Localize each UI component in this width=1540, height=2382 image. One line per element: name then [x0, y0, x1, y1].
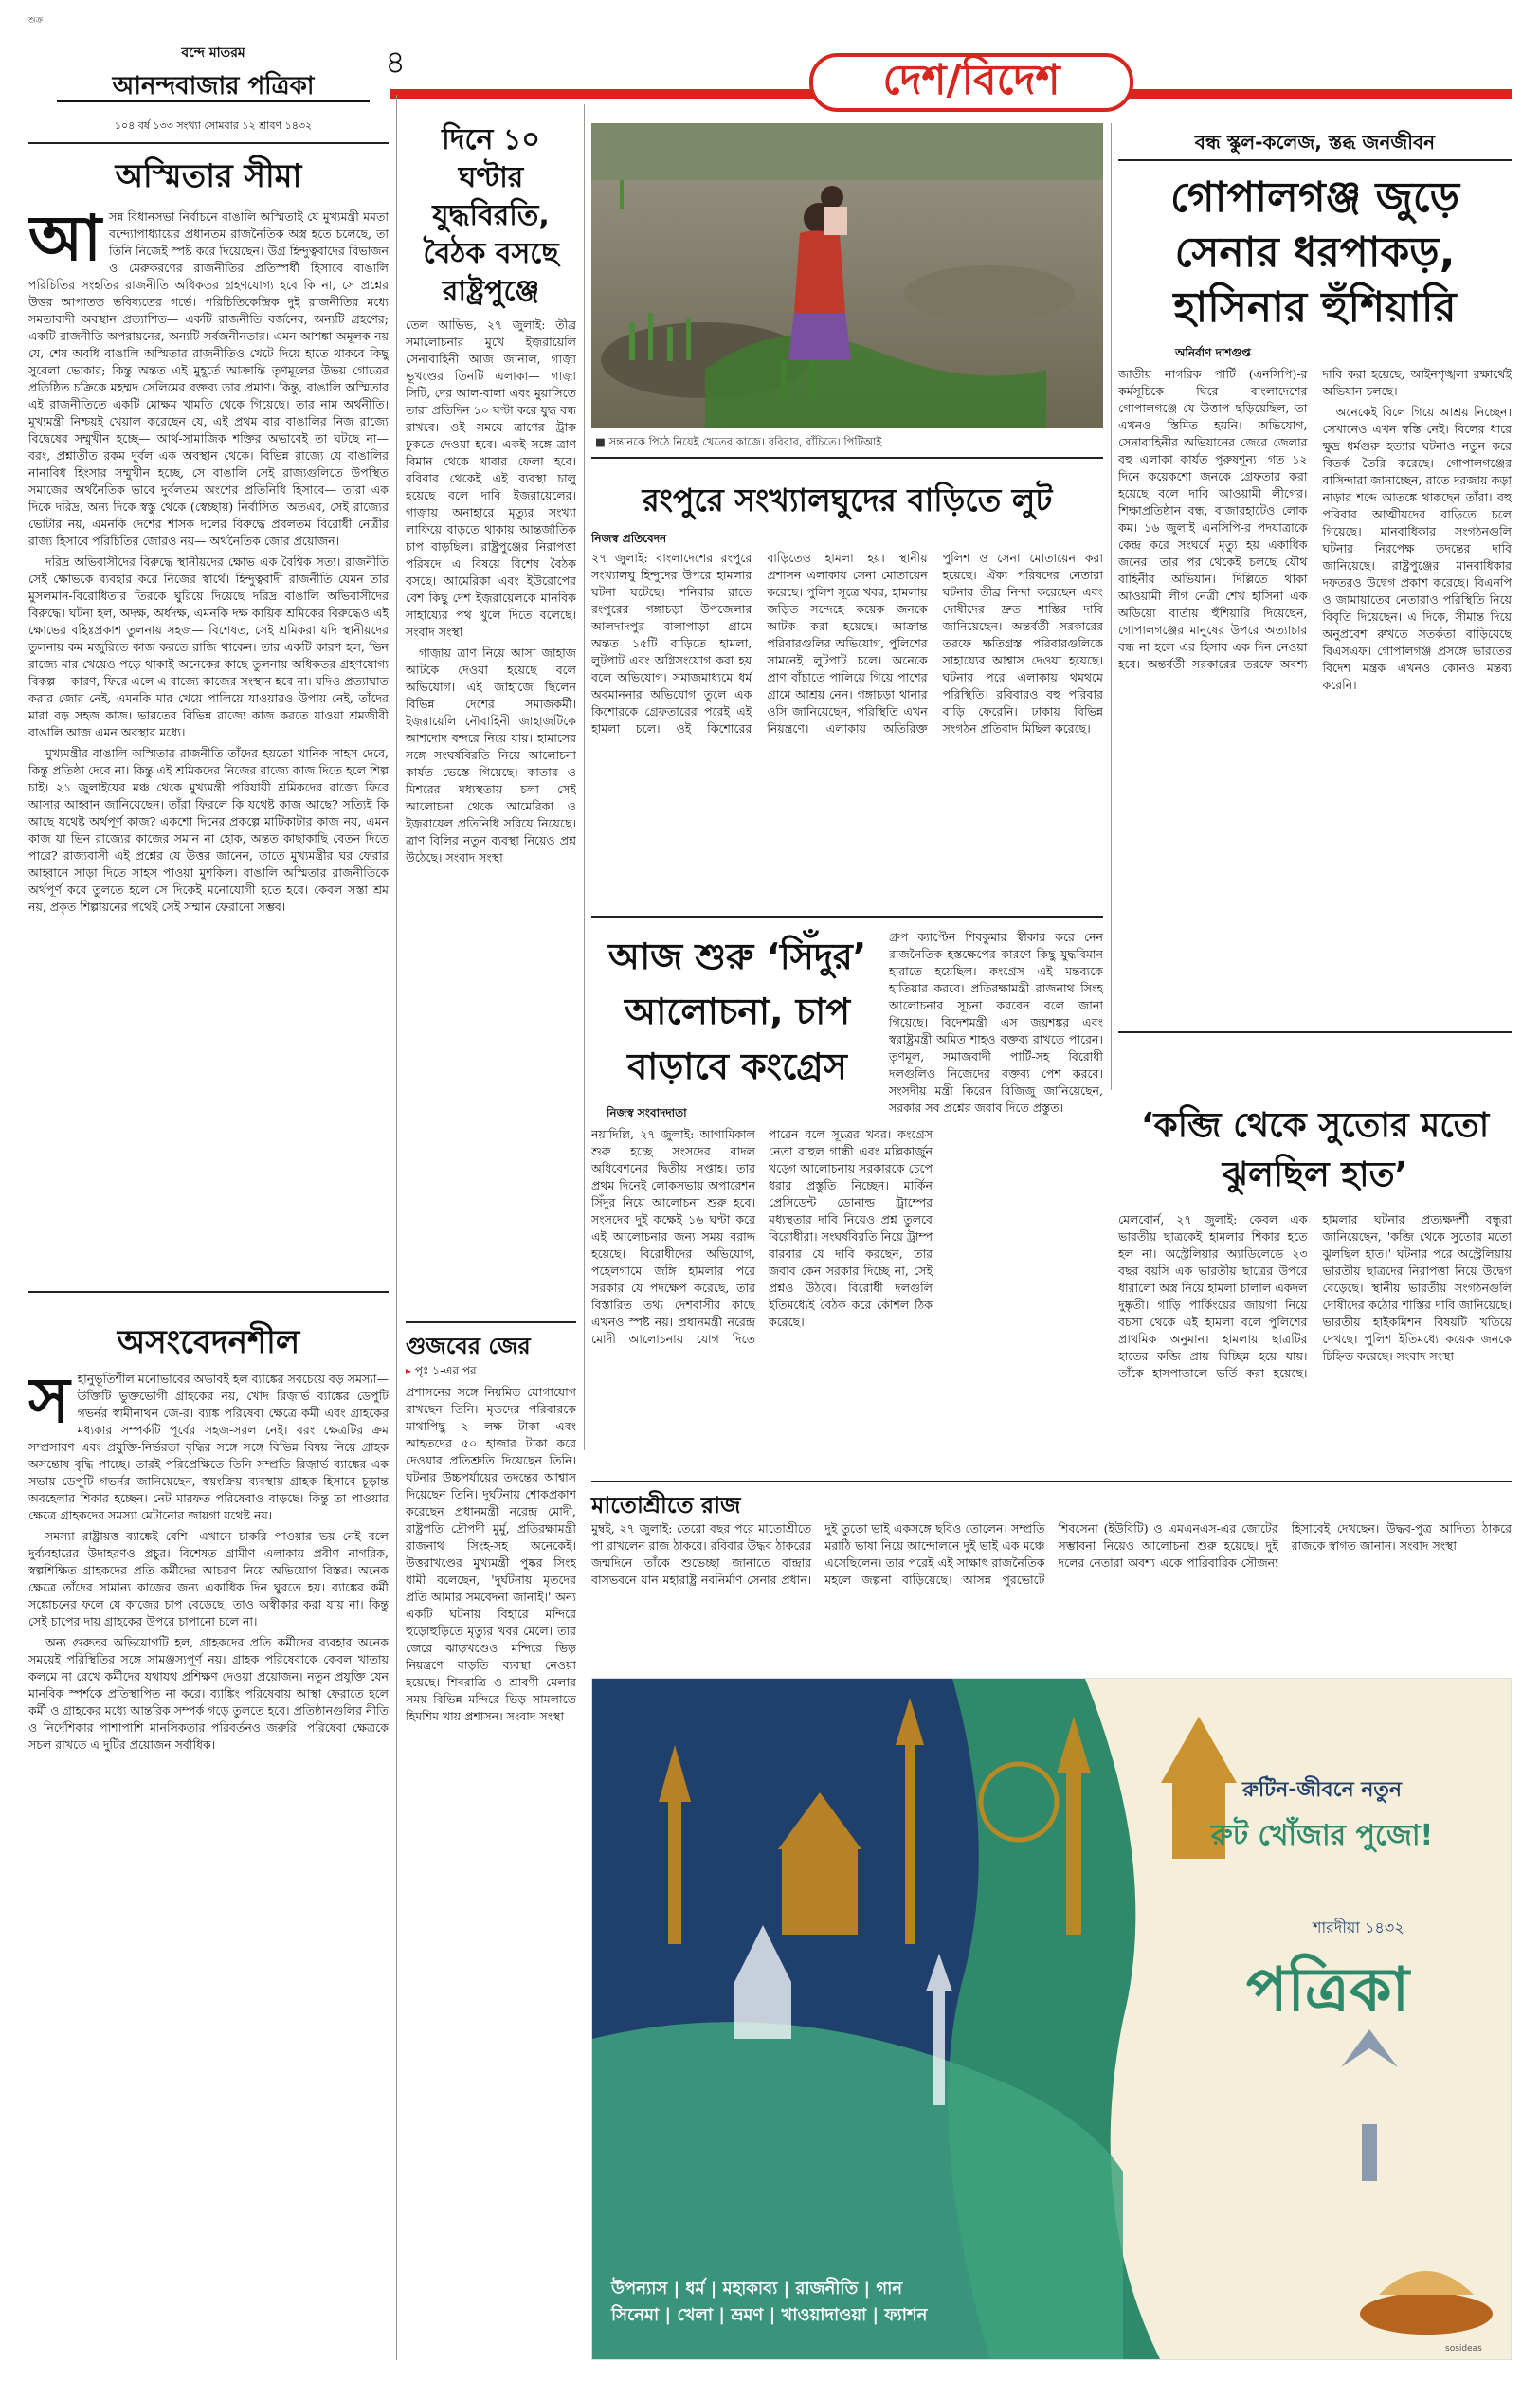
farm-photo-illustration	[591, 123, 1103, 428]
gujab-ref	[406, 1363, 576, 1382]
kobji-headline: ‘কব্জি থেকে সুতোর মতো ঝুলছিল হাত’	[1140, 1106, 1490, 1194]
sindoor-body: নয়াদিল্লি, ২৭ জুলাই: আগামিকাল শুরু হচ্ছে সংসদের বাদল অধিবেশনের দ্বিতীয় সপ্তাহ। তার প্রথম দিনেই লোকসভায় অপারেশন সিঁদুর নিয়ে আলোচনা শুরু হবে। সংসদের দুই কক্ষেই ১৬ ঘণ্টা করে এই আলোচনার জন্য সময় বরাদ্দ হয়েছে। বিরোধীদের অভিযোগ, পহেলগামে জঙ্গি হামলার পরে সরকার যে পদক্ষেপ করেছে, তার বিস্তারিত তথ্য দেশবাসীর কাছে এখনও স্পষ্ট নয়। প্রধানমন্ত্রী নরেন্দ্র মোদী আলোচনায় যোগ দিতে পারেন বলে সূত্রের খবর। কংগ্রেস নেতা রাহুল গান্ধী এবং মল্লিকার্জুন খড়্গে আলোচনায় সরকারকে চেপে ধরার প্রস্তুতি নিচ্ছেন। মার্কিন প্রেসিডেন্ট ডোনাল্ড ট্রাম্পের মধ্যস্থতার দাবি নিয়েও প্রশ্ন তুলবে বিরোধীরা। সংঘর্ষবিরতি নিয়ে ট্রাম্প বারবার যে দাবি করছেন, তার জবাব কেন সরকার দিচ্ছে না, সেই প্রশ্নও উঠবে। বিরোধী দলগুলি ইতিমধ্যেই বৈঠক করে কৌশল ঠিক করেছে।	[591, 1127, 933, 1346]
editorial2-body	[28, 1371, 389, 2360]
rangpur-byline: নিজস্ব প্রতিবেদন	[591, 532, 667, 545]
editorial2-dropcap: স	[28, 1371, 70, 1437]
sindoor-body2: গ্রুপ ক্যাপ্টেন শিবকুমার স্বীকার করে নেন রাজনৈতিক হস্তক্ষেপের কারণে কিছু যুদ্ধবিমান হারাতে হয়েছিল। কংগ্রেস এই মন্তব্যকে হাতিয়ার করবে। প্রতিরক্ষামন্ত্রী রাজনাথ সিংহ আলোচনার সূচনা করবেন বলে জানা গিয়েছে। বিদেশমন্ত্রী এস জয়শঙ্কর এবং স্বরাষ্ট্রমন্ত্রী অমিত শাহও বক্তব্য রাখতে পারেন। তৃণমূল, সমাজবাদী পার্টি-সহ বিরোধী দলগুলিও নিজেদের বক্তব্য পেশ করবে। সংসদীয় মন্ত্রী কিরেন রিজিজু জানিয়েছেন, সরকার সব প্রশ্নের জবাব দিতে প্রস্তুত।	[889, 930, 1103, 1115]
photo-caption: ■ সন্তানকে পিঠে নিয়েই খেতের কাজে। রবিবার, রাঁচিতে। পিটিআই	[595, 435, 882, 448]
sindoor-headline: আজ শুরু ‘সিঁদুর’ আলোচনা, চাপ বাড়াবে কংগ্রেস	[607, 936, 867, 1087]
kobji-body: মেলবোর্ন, ২৭ জুলাই: কেবল এক ভারতীয় ছাত্রকেই হামলার শিকার হতে হল না। অস্ট্রেলিয়ার অ্যাডিলেডে ২৩ বছর বয়সি এক ভারতীয় ছাত্রের উপরে ধারালো অস্ত্র নিয়ে হামলা চালাল একদল দুষ্কৃতী। গাড়ি পার্কিংয়ের জায়গা নিয়ে বচসা থেকে এই হামলা বলে পুলিশের প্রাথমিক অনুমান। হামলায় ছাত্রটির হাতের কব্জি প্রায় বিচ্ছিন্ন হয়ে যায়। তাঁকে হাসপাতালে ভর্তি করা হয়েছে। হামলার ঘটনার প্রত্যক্ষদর্শী বন্ধুরা জানিয়েছেন, 'কব্জি থেকে সুতোর মতো ঝুলছিল হাত।' ঘটনার পরে অস্ট্রেলিয়ায় ভারতীয় ছাত্রদের নিরাপত্তা নিয়ে উদ্বেগ বেড়েছে। স্থানীয় ভারতীয় সংগঠনগুলি দোষীদের কঠোর শাস্তির দাবি জানিয়েছে। ভারতীয় হাইকমিশন বিষয়টি খতিয়ে দেখছে। পুলিশ ইতিমধ্যে কয়েক জনকে চিহ্নিত করেছে। সংবাদ সংস্থা	[1118, 1212, 1512, 1380]
section-title-box	[809, 53, 1133, 112]
ad-edition: শারদীয়া ১৪৩২	[1313, 1918, 1404, 1937]
ceasefire-para2: গাজ়ায় ত্রাণ নিয়ে আসা জাহাজ আটকে দেওয়া হয়েছে বলে অভিযোগ। এই জাহাজে ছিলেন বিভিন্ন দেশের সমাজকর্মী। ইজ়রায়েলি নৌবাহিনী জাহাজটিকে আশদোদ বন্দরে নিয়ে যায়। হামাসের সঙ্গে সংঘর্ষবিরতি নিয়ে আলোচনা কার্যত ভেস্তে গিয়েছে। কাতার ও মিশরের মধ্যস্থতায় চলা সেই আলোচনা থেকে আমেরিকা ও ইজ়রায়েল প্রতিনিধি সরিয়ে নিয়েছে। ত্রাণ বিলির নতুন ব্যবস্থা নিয়েও প্রশ্ন উঠেছে। সংবাদ সংস্থা	[406, 646, 576, 864]
ad-tagline-line1: রুটিন-জীবনে নতুন	[1241, 1778, 1403, 1802]
matoshree-top-rule	[591, 1481, 1512, 1482]
editorial2-title: অসংবেদনশীল	[117, 1323, 300, 1361]
col-right-rule	[1111, 123, 1112, 1090]
col2-rule	[584, 104, 585, 1450]
pujo-ad	[591, 1678, 1512, 2360]
matoshree-headline: মাতোশ্রীতে রাজ	[591, 1492, 741, 1518]
gujab-body: প্রশাসনের সঙ্গে নিয়মিত যোগাযোগ রাখছেন তিনি। মৃতদের পরিবারকে মাথাপিছু ২ লক্ষ টাকা এবং আহতদের ৫০ হাজার টাকা করে দেওয়ার প্রতিশ্রুতি দিয়েছেন তিনি। ঘটনার উচ্চপর্যায়ের তদন্তের আশ্বাস দিয়েছেন তিনি। দুর্ঘটনায় শোকপ্রকাশ করেছেন প্রধানমন্ত্রী নরেন্দ্র মোদী, রাষ্ট্রপতি দ্রৌপদী মুর্মু, প্রতিরক্ষামন্ত্রী রাজনাথ সিংহ-সহ অনেকেই। উত্তরাখণ্ডের মুখ্যমন্ত্রী পুষ্কর সিংহ ধামী বলেছেন, 'দুর্ঘটনায় মৃতদের প্রতি আমার সমবেদনা জানাই।' অন্য একটি ঘটনায় বিহারে মন্দিরে হুড়োহুড়িতে মৃত্যুর খবর মেলে। তার জেরে ঝাড়খণ্ডেও মন্দিরে ভিড় নিয়ন্ত্রণে বাড়তি ব্যবস্থা নেওয়া হয়েছে। শিবরাত্রি ও শ্রাবণী মেলার সময় বিভিন্ন মন্দিরে ভিড় সামলাতে হিমশিম খায় প্রশাসন। সংবাদ সংস্থা	[406, 1385, 576, 1723]
masthead-rule	[57, 100, 370, 102]
gopalganj-body	[1118, 366, 1512, 1020]
gujab-headline: গুজবের জের	[406, 1333, 531, 1359]
rangpur-headline: রংপুরে সংখ্যালঘুদের বাড়িতে লুট	[642, 482, 1053, 518]
matoshree-body: মুম্বই, ২৭ জুলাই: তেরো বছর পরে মাতোশ্রীতে পা রাখলেন রাজ ঠাকরে। রবিবার উদ্ধব ঠাকরের জন্মদিনে তাঁকে শুভেচ্ছা জানাতে বান্দ্রার বাসভবনে যান মহারাষ্ট্র নবনির্মাণ সেনার প্রধান। দুই তুতো ভাই একসঙ্গে ছবিও তোলেন। সম্প্রতি মরাঠি ভাষা নিয়ে আন্দোলনে দুই ভাই এক মঞ্চে এসেছিলেন। তার পরেই এই সাক্ষাৎ রাজনৈতিক মহলে জল্পনা বাড়িয়েছে। আসন্ন পুরভোটে শিবসেনা (ইউবিটি) ও এমএনএস-এর জোটের সম্ভাবনা নিয়েও আলোচনা শুরু হয়েছে। দুই দলের নেতারা অবশ্য একে পারিবারিক সৌজন্য হিসাবেই দেখছেন। উদ্ধব-পুত্র আদিত্য ঠাকরে রাজকে স্বাগত জানান। সংবাদ সংস্থা	[591, 1521, 1512, 1587]
sindoor-top-rule	[591, 916, 1103, 918]
left-col-rule	[396, 95, 397, 2360]
gopalganj-para1: জাতীয় নাগরিক পার্টি (এনসিপি)-র কর্মসূচিকে ঘিরে বাংলাদেশের গোপালগঞ্জে যে উত্তাপ ছড়িয়েছিল, তা এখনও স্তিমিত হয়নি। অভিযোগ, সেনাবাহিনীর অভিযানের জেরে জেলার বহু এলাকা কার্যত পুরুষশূন্য। গত ১২ দিনে কয়েকশো জনকে গ্রেফতার করা হয়েছে বলে দাবি আওয়ামী লীগের। শিক্ষাপ্রতিষ্ঠান বন্ধ, বাজারহাটেও লোক কম। ১৬ জুলাই এনসিপি-র পদযাত্রাকে কেন্দ্র করে সংঘর্ষে মৃত্যু হয় একাধিক জনের। তার পর থেকেই চলছে যৌথ বাহিনীর অভিযান। দিল্লিতে থাকা আওয়ামী লীগ নেত্রী শেখ হাসিনা এক অডিয়ো বার্তায় হুঁশিয়ারি দিয়েছেন, গোপালগঞ্জের মানুষের উপরে অত্যাচার বন্ধ না হলে এর হিসাব এক দিন নেওয়া হবে। অন্তর্বর্তী সরকারের তরফে অবশ্য দাবি করা হয়েছে, আইনশৃঙ্খলা রক্ষার্থেই অভিযান চলছে।	[1118, 367, 1512, 671]
masthead-dateline: ১০৪ বর্ষ ১৩৩ সংখ্যা সোমবার ১২ শ্রাবণ ১৪৩২	[114, 119, 313, 132]
ad-topics-line1: উপন্যাস | ধর্ম | মহাকাব্য | রাজনীতি | গান	[611, 2279, 903, 2299]
ad-brand: পত্রিকা	[1246, 1955, 1410, 2026]
ceasefire-body	[406, 317, 576, 1302]
rangpur-body: ২৭ জুলাই: বাংলাদেশের রংপুরে সংখ্যালঘু হিন্দুদের উপরে হামলার ঘটনা ঘটেছে। শনিবার রাতে রংপুরের গঙ্গাচড়া উপজেলার আলদাদপুর বালাপাড়া গ্রামে অন্তত ১৫টি বাড়িতে হামলা, লুটপাট এবং অগ্নিসংযোগ করা হয় বলে অভিযোগ। সমাজমাধ্যমে ধর্ম অবমাননার অভিযোগ তুলে এক কিশোরকে গ্রেফতারের পরেই এই হামলা চলে। ওই কিশোরের বাড়িতেও হামলা হয়। স্থানীয় প্রশাসন এলাকায় সেনা মোতায়েন করেছে। পুলিশ সূত্রে খবর, হামলায় জড়িত সন্দেহে কয়েক জনকে আটক করা হয়েছে। আক্রান্ত পরিবারগুলির অভিযোগ, পুলিশের সামনেই লুটপাট চলে। অনেকে প্রাণ বাঁচাতে পালিয়ে গিয়ে পাশের গ্রামে আশ্রয় নেন। গঙ্গাচড়া থানার ওসি জানিয়েছেন, পরিস্থিতি এখন নিয়ন্ত্রণে। এলাকায় অতিরিক্ত পুলিশ ও সেনা মোতায়েন করা হয়েছে। ঐক্য পরিষদের নেতারা ঘটনার তীব্র নিন্দা করেছেন এবং দোষীদের দ্রুত শাস্তির দাবি জানিয়েছেন। অন্তর্বর্তী সরকারের তরফে ক্ষতিগ্রস্ত পরিবারগুলিকে সাহায্যের আশ্বাস দেওয়া হয়েছে। ঘটনার পরে এলাকায় থমথমে পরিস্থিতি। রবিবারও বহু পরিবার বাড়ি ফেরেনি। ঢাকায় বিভিন্ন সংগঠন প্রতিবাদ মিছিল করেছে।	[591, 551, 1103, 736]
gujab-top-rule	[406, 1321, 576, 1323]
rangpur-top-rule	[591, 457, 1103, 459]
gujab-ref-marker: ▸	[406, 1364, 415, 1377]
masthead-name: আনন্দবাজার পত্রিকা	[112, 72, 315, 100]
section-title: দেশ/বিদেশ	[882, 55, 1060, 104]
gopalganj-kicker: বন্ধ স্কুল-কলেজ, স্তব্ধ জনজীবন	[1194, 131, 1436, 154]
ad-topics	[611, 2276, 927, 2329]
ad-credit: sosideas	[1445, 2344, 1482, 2354]
farm-photo	[591, 123, 1103, 428]
editorial1-para2: দরিদ্র অভিবাসীদের বিরুদ্ধে স্থানীয়দের ক্ষোভ এক বৈশ্বিক সত্য। রাজনীতি সেই ক্ষোভকে ব্যবহার করে নিজের স্বার্থে। হিন্দুত্ববাদী রাজনীতি যেমন তার মুসলমান-বিরোধিতার তিরকে ঘুরিয়ে দিয়েছে দরিদ্র বাঙালি অভিবাসীদের বিরুদ্ধে। ঘটনা হল, অদক্ষ, অর্ধদক্ষ, এমনকি দক্ষ কায়িক শ্রমিকের বিরুদ্ধেও এই ক্ষোভের বহিঃপ্রকাশ তুলনায় সহজ— বিশেষত, সেই শ্রমিকরা যদি স্থানীয়দের তুলনায় কম মজুরিতে কাজ করতে রাজি থাকেন। তার একটি কারণ হল, ভিন রাজ্যে মার খেয়েও পড়ে থাকাই অনেকের কাছে তুলনায় অধিকতর গ্রহণযোগ্য বিকল্প— কারণ, ফিরে এলে এ রাজ্যে কাজের সংস্থান হবে না। যদিও প্রত্যাঘাত করার জোর নেই, এমনকি মার খেয়ে পালিয়ে যাওয়ারও উপায় নেই, তাঁদের মারা বড় সহজ কাজ। ভারতের বিভিন্ন রাজ্যে কাজ করতে যাওয়া শ্রমজীবী বাঙালি আজ এমন অবস্থার মধ্যে।	[28, 555, 389, 739]
ad-tagline-line2: রুট খোঁজার পুজো!	[1210, 1819, 1434, 1852]
gopalganj-byline: অনির্বাণ দাশগুপ্ত	[1175, 346, 1251, 359]
sindoor-byline: নিজস্ব সংবাদদাতা	[607, 1106, 687, 1119]
gopalganj-headline: গোপালগঞ্জ জুড়ে সেনার ধরপাকড়, হাসিনার হুঁশিয়ারি	[1169, 173, 1460, 332]
editorial1-para3: মুখ্যমন্ত্রীর বাঙালি অস্মিতার রাজনীতি তাঁদের হয়তো খানিক সাহস দেবে, কিন্তু প্রতিষ্ঠা দেবে না। কিন্তু এই শ্রমিকদের নিজের রাজ্যে কাজ দিতে হলে শিল্প চাই। ২১ জুলাইয়ের মঞ্চ থেকে মুখ্যমন্ত্রী পরিযায়ী শ্রমিকদের রাজ্যে ফিরে আসার আহ্বান জানিয়েছেন। তাঁরা ফিরলে কি যথেষ্ট কাজ আছে? সত্যিই কি আছে যথেষ্ট অর্থপূর্ণ কাজ? একশো দিনের প্রকল্পে মাটিকাটার কাজ নয়, এমন কাজ যা ভিন রাজ্যের কাজের সমান না হোক, অন্তত কাছাকাছি বেতন দিতে পারে? রাজ্যবাসী এই প্রশ্নের যে উত্তর জানেন, তাতে মুখ্যমন্ত্রীর ঘর ফেরার আহ্বানে সাড়া দিতে সাহস পাওয়া মুশকিল। বাঙালি অস্মিতার রাজনীতিকে অর্থপূর্ণ করে তুলতে হলে সে দিকেই মনোযোগী হতে হবে। কেবল সস্তা শ্রম নয়, প্রকৃত শিল্পায়নের পথেই সেই সম্মান ফেরানো সম্ভব।	[28, 746, 389, 914]
editorial2-para1: হানুভূতিশীল মনোভাবের অভাবই হল ব্যাঙ্কের সবচেয়ে বড় সমস্যা— উক্তিটি ভুক্তভোগী গ্রাহকের নয়, খোদ রিজ়ার্ভ ব্যাঙ্কের ডেপুটি গভর্নর স্বামীনাথন জে-র। ব্যাঙ্ক পরিষেবা ক্ষেত্রে কর্মী এবং গ্রাহকের মধ্যকার সম্পর্কটি পূর্বের সহজ-সরল নেই। বরং ক্ষেত্রটির ক্রম সম্প্রসারণ এবং প্রযুক্তি-নির্ভরতা বৃদ্ধির সঙ্গে সঙ্গে বিভিন্ন বিষয় নিয়ে গ্রাহক অসন্তোষ বৃদ্ধি পাচ্ছে। তারই পরিপ্রেক্ষিতে তিনি সম্প্রতি রিজ়ার্ভ ব্যাঙ্কের এক সভায় ডেপুটি গভর্নর জানিয়েছেন, স্বয়ংক্রিয় ব্যবস্থায় গ্রাহক হিসাবে চূড়ান্ত অবহেলার শিকার হচ্ছেন। নেট মারফত পরিষেবাও বাড়ছে। কিন্তু তা পাওয়ার ক্ষেত্রে গ্রাহকদের সমস্যা মেটানোর জায়গা যথেষ্ট নয়।	[28, 1372, 389, 1522]
ad-tagline	[1161, 1773, 1483, 1861]
gopalganj-kicker-rule	[1118, 159, 1512, 161]
gujab-ref-text: পৃঃ ১-এর পর	[414, 1364, 477, 1377]
kobji-top-rule	[1118, 1031, 1512, 1033]
editorial1-para1: সন্ন বিধানসভা নির্বাচনে বাঙালি অস্মিতাই যে মুখ্যমন্ত্রী মমতা বন্দ্যোপাধ্যায়ের প্রধানতম রাজনৈতিক অস্ত্র হতে চলেছে, তা তিনি নিজেই স্পষ্ট করে দিয়েছেন। উগ্র হিন্দুত্ববাদের বিভাজন ও মেরুকরণের রাজনীতির প্রতিস্পর্ধী হিসাবে বাঙালি পরিচিতির সংহতির রাজনীতি অধিকতর গ্রহণযোগ্য হবে কি না, সে প্রশ্নের উত্তর আপাতত ভবিষ্যতের গর্ভে। পরিচিতিকেন্দ্রিক দুই রাজনীতির মধ্যে সমতাবাদী অবস্থান প্রত্যাশিত— একটি রাজনীতি বর্জনের, অন্যটি গ্রহণের; একটি রাজনীতি অপরায়নের, অন্যটি সর্বজনীনতার। এমন আশঙ্কা অমূলক নয় যে, শেষ অবধি বাঙালি অস্মিতার রাজনীতিও খেটে দিয়ে হাতে থাকবে কিছু সুবেলা ভোকার; কিন্তু অন্তত এই মুহূর্তে আক্রান্তি তৃণমূলের উভয় গোত্রের প্রতিষ্ঠিত চক্রিকে মহম্মদ সেলিমের বক্তব্য তার প্রমাণ। কিন্তু, বাঙালি অস্মিতার এই রাজনীতিতে একটি মোক্ষম খামতি থেকে গিয়েছে। তার নাম অর্থনীতি। মুখ্যমন্ত্রী নিশ্চয়ই খেয়াল করেছেন যে, এই প্রথম বার বাঙালির নিজ রাজ্যে বিদ্বেষের সম্মুখীন হচ্ছে— আর্থ-সামাজিক শক্তির অভাবেই তা ঘটছে না— বরং, প্রশ্নাতীত রকম দুর্বল এক অবস্থান থেকে। বিভিন্ন রাজ্যে যে বাঙালির নানাবিধ হিংসার সম্মুখীন হচ্ছে, সে বাঙালি সেই রাজ্যগুলিতে উপস্থিত সমাজের অর্থনৈতিক ভাবে দুর্বলতম অংশের প্রতিনিধি হিসাবে— তারা এক দিকে দরিদ্র, অন্য দিকে স্বস্তু থেকে (স্বেচ্ছায়) নির্বাসিত। অতএব, সেই রাজ্যের ভোটার নয়, এমনকি দেশের শাসক দলের বিরুদ্ধে প্রবলতম বিরোধী নেত্রীর রাজ্য হিসাবে পরিচিতির জোরও নয়— অর্থনৈতিক জোর প্রয়োজন।	[28, 209, 389, 548]
editorial2-top-rule	[28, 1291, 389, 1293]
editorial1-body	[28, 209, 389, 1272]
masthead-motto: বন্দে মাতরম	[181, 45, 245, 61]
editorial1-dropcap: আ	[28, 209, 101, 275]
editorial1-top-rule	[28, 142, 389, 144]
editorial2-para3: অন্য গুরুতর অভিযোগটি হল, গ্রাহকদের প্রতি কর্মীদের ব্যবহার অনেক সময়েই পরিস্থিতির সঙ্গে সামঞ্জস্যপূর্ণ নয়। গ্রাহক পরিষেবাকে কেবল খাতায় কলমে না রেখে কর্মীদের যথাযথ প্রশিক্ষণ দেওয়া প্রয়োজন। নতুন প্রযুক্তি যেন মানবিক স্পর্শকে প্রতিস্থাপিত না করে। ব্যাঙ্কিং পরিষেবায় আস্থা ফেরাতে হলে কর্মী ও গ্রাহকের মধ্যে আন্তরিক সম্পর্ক গড়ে তুলতে হবে। প্রতিষ্ঠানগুলির নীতি ও নির্দেশিকার পাশাপাশি মানসিকতার পরিবর্তনও জরুরি। পরিষেবা ক্ষেত্রকে সচল রাখতে এ দুটির প্রয়োজন সর্বাধিক।	[28, 1635, 389, 1752]
gopalganj-para2: অনেকেই বিলে গিয়ে আশ্রয় নিচ্ছেন। সেখানেও এখন স্বস্তি নেই। বিলের ধারে ক্ষুদ্র ধর্মগুরু হত্যার ঘটনাও নতুন করে বিতর্ক তৈরি করেছে। গোপালগঞ্জের বাসিন্দারা জানাচ্ছেন, রাতে দরজায় কড়া নাড়ার শব্দে আতঙ্কে থাকছেন তাঁরা। বহু পরিবার আত্মীয়দের বাড়িতে চলে গিয়েছে। মানবাধিকার সংগঠনগুলি ঘটনার নিরপেক্ষ তদন্তের দাবি জানিয়েছে। রাষ্ট্রপুঞ্জের মানবাধিকার দফতরও উদ্বেগ প্রকাশ করেছে। বিএনপি ও জামায়াতের নেতারাও পরিস্থিতি নিয়ে বিবৃতি দিয়েছেন। এ দিকে, সীমান্ত দিয়ে অনুপ্রবেশ রুখতে সতর্কতা বাড়িয়েছে বিএসএফ। গোপালগঞ্জ প্রসঙ্গে ভারতের বিদেশ মন্ত্রক এখনও কোনও মন্তব্য করেনি।	[1322, 405, 1512, 692]
ad-topics-line2: সিনেমা | খেলা | ভ্রমণ | খাওয়াদাওয়া | ফ্যাশন	[611, 2305, 928, 2325]
folio-small: শুক্র	[28, 16, 44, 26]
page-number: ৪	[385, 44, 407, 82]
ceasefire-para1: তেল আভিভ, ২৭ জুলাই: তীব্র সমালোচনার মুখে ইজ়রায়েলি সেনাবাহিনী আজ জানাল, গাজ়া ভূখণ্ডের তিনটি এলাকা— গাজ়া সিটি, দের আল-বালা এবং মুয়াসিতে তারা প্রতিদিন ১০ ঘণ্টা করে যুদ্ধ বন্ধ রাখবে। ওই সময়ে ত্রাণের ট্রাক ঢুকতে দেওয়া হবে। একই সঙ্গে ত্রাণ বিমান থেকে খাবার ফেলা হবে। রবিবার থেকেই এই ব্যবস্থা চালু হয়েছে বলে দাবি ইজ়রায়েলের। গাজ়ায় অনাহারে মৃত্যুর সংখ্যা লাফিয়ে বাড়তে থাকায় আন্তর্জাতিক চাপ বাড়ছিল। রাষ্ট্রপুঞ্জের নিরাপত্তা পরিষদে এ বিষয়ে বিশেষ বৈঠক বসছে। আমেরিকা এবং ইউরোপের বেশ কিছু দেশ ইজ়রায়েলকে মানবিক সাহায্যের পথ খুলে দিতে বলেছে। সংবাদ সংস্থা	[406, 318, 576, 639]
editorial1-title: অস্মিতার সীমা	[115, 157, 302, 195]
ceasefire-headline: দিনে ১০ ঘণ্টার যুদ্ধবিরতি, বৈঠক বসছে রাষ্ট্রপুঞ্জে	[423, 123, 559, 308]
editorial2-para2: সমস্যা রাষ্ট্রায়ত্ত ব্যাঙ্কেই বেশি। এখানে চাকরি পাওয়ার ভয় নেই বলে দুর্ব্যবহারের উদাহরণও প্রচুর। বিশেষত গ্রামীণ এলাকায় প্রবীণ নাগরিক, স্বল্পশিক্ষিত গ্রাহকদের প্রতি কর্মীদের আচরণ নিয়ে অভিযোগ বিস্তর। অনেক ক্ষেত্রে তাঁদের সামান্য কাজের জন্য একাধিক দিন ঘুরতে হয়। ব্যাঙ্কের কর্মী সঙ্কোচনের ফলে যে কাজের চাপ বেড়েছে, তাও অস্বীকার করা যায় না। কিন্তু সেই চাপের দায় গ্রাহকের উপরে চাপানো চলে না।	[28, 1529, 389, 1628]
